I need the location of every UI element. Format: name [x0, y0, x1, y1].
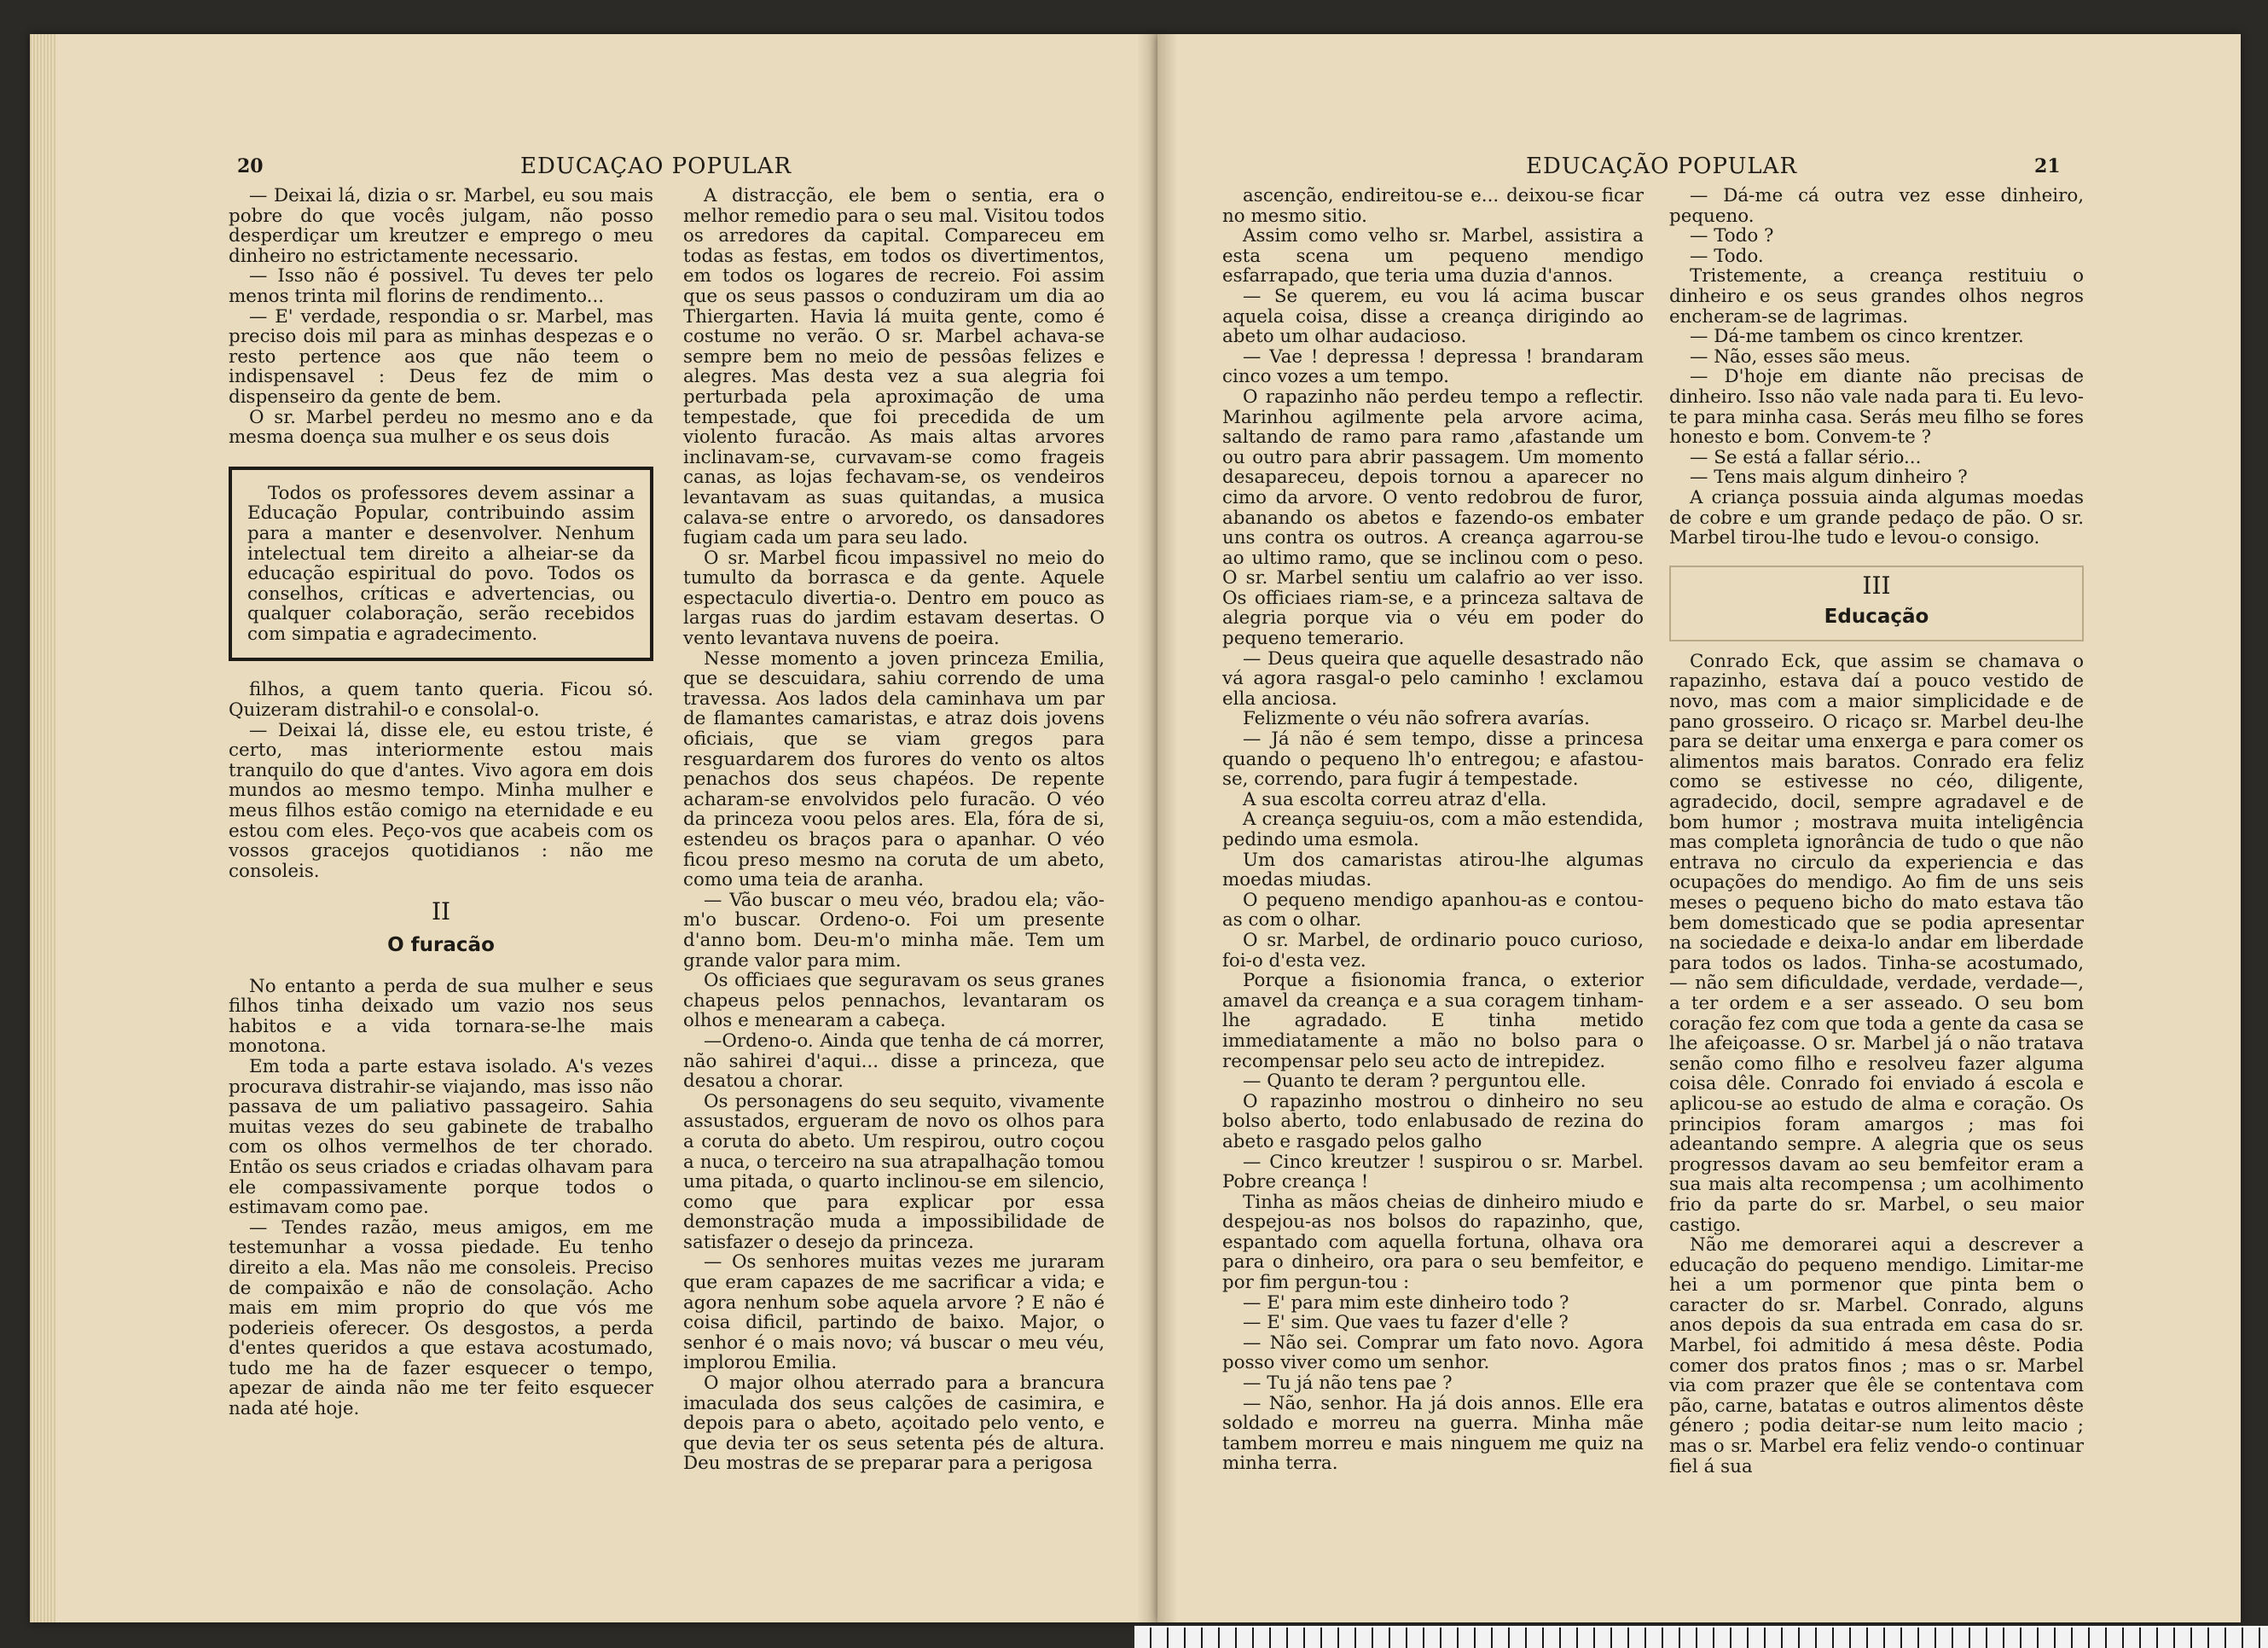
paragraph: — Vae ! depressa ! depressa ! brandaram cinco vozes a um tempo.	[1222, 345, 1644, 388]
page-number: 20	[237, 155, 264, 177]
scale-ruler	[1134, 1628, 2268, 1648]
paragraphs-top	[229, 186, 653, 448]
paragraph: — D'hoje em diante não precisas de dinheiro. Isso não vale nada para ti. Eu levo-te para minha casa. Serás meu filho se fores honesto e bom. Convem-te ?	[1669, 366, 2084, 449]
paragraph: Conrado Eck, que assim se chamava o rapazinho, estava daí a pouco vestido de novo, mas com a maior simplicidade e de pano grosseiro. O ricaço sr. Marbel deu-lhe para se deitar uma enxerga e para comer os alimentos mais baratos. Conrado era feliz como se estivesse no céo, diligente, agradecido, docil, sempre agradavel e de bom humor ; mostrava muita inteligência mas completa ignorância de tudo o que não entrava no circulo da experiencia e das ocupações do mendigo. Ao fim de uns seis meses o pequeno bicho do mato estava tão bem domesticado que se podia apresentar na sociedade e deixa-lo andar em liberdade para todos os lados. Tinha-se acostumado, — não sem dificuldade, verdade, verdade—, a ter ordem e a ser asseado. O seu bom coração fez com que toda a gente da casa se lhe afeiçoasse. O sr. Marbel já o não tratava senão como filho e resolveu fazer alguma coisa dêle. Conrado foi enviado á escola e aplicou-se ao estudo de alma e coração. Os principios foram amargos ; mas foi adeantando sempre. A alegria que os seus progressos davam ao seu bemfeitor eram a sua mais alta recompensa ; um acolhimento frio da parte do sr. Marbel, o seu maior castigo.	[1669, 650, 2084, 1236]
paragraph: — Não, esses são meus.	[1690, 345, 1911, 368]
paragraph: Tristemente, a creança restituiu o dinheiro e os seus grandes olhos negros encheram-se de lagrimas.	[1669, 265, 2084, 328]
paragraph: — Deus queira que aquelle desastrado não vá agora rasgal-o pelo caminho ! exclamou ella anciosa.	[1222, 647, 1644, 710]
paragraph: — Se querem, eu vou lá acima buscar aquela coisa, disse a creança dirigindo ao abeto um olhar audacioso.	[1222, 285, 1644, 348]
page-number: 21	[2034, 155, 2061, 177]
paragraph: — Não, senhor. Ha já dois annos. Elle era soldado e morreu na guerra. Minha mãe tambem morreu e mais ninguem me quiz na minha terra.	[1222, 1392, 1644, 1475]
page-edges	[30, 34, 55, 1622]
paragraph: —Ordeno-o. Ainda que tenha de cá morrer, não sahirei d'aqui... disse a princeza, que desatou a chorar.	[683, 1030, 1105, 1093]
paragraph: O major olhou aterrado para a brancura imaculada dos seus calções de casimira, e depois para o abeto, açoitado pelo vento, e que devia ter os seus setenta pés de altura. Deu mostras de se preparar para a perigosa	[683, 1372, 1105, 1475]
paragraph: Os personagens do seu sequito, vivamente assustados, ergueram de novo os olhos para a coruta do abeto. Um respirou, outro coçou a nuca, o terceiro na sua atrapalhação tomou uma pitada, o quarto inclinou-se em silencio, como que para explicar por essa demonstração muda a impossibilidade de satisfazer o desejo da princeza.	[683, 1090, 1105, 1253]
paragraph: Nesse momento a joven princeza Emilia, que se descuidara, sahiu correndo de uma travessa. Aos lados dela caminhava um par de flamantes camaristas, e atraz dois jovens oficiais, que se viam gregos para resguardarem dos furores do vento os altos penachos dos seus chapéos. De repente acharam-se envolvidos pelo furacão. O véo da princeza voou pelos ares. Ela, fóra de si, estendeu os braços para o apanhar. O véo ficou preso mesmo na coruta de um abeto, como uma teia de aranha.	[683, 647, 1105, 891]
notice-text: Todos os professores devem assinar a Educação Popular, contribuindo assim para a manter e desenvolver. Nenhum intelectual tem direito a alheiar-se da educação espiritual do povo. Todos os conselhos, críticas e advertencias, ou qualquer colaboração, serão recebidos com simpatia e agradecimento.	[247, 482, 635, 645]
paragraph: Não me demorarei aqui a descrever a educação do pequeno mendigo. Limitar-me hei a um pormenor que pinta bem o caracter do sr. Marbel. Conrado, alguns anos depois da sua entrada em casa do sr. Marbel, foi admitido á mesa dêste. Podia comer dos pratos finos ; mas o sr. Marbel via com prazer que êle se contentava com pão, carne, batatas e outros alimentos dêste género ; podia deitar-se num leito macio ; mas o sr. Marbel era feliz vendo-o continuar fiel á sua	[1669, 1234, 2084, 1477]
paragraph: — Todo ?	[1690, 225, 1774, 247]
paragraphs-top	[1669, 186, 2084, 548]
section-paragraphs	[1669, 652, 2084, 1477]
paragraph: — Deixai lá, disse ele, eu estou triste, é certo, mas interiormente estou mais tranquilo do que d'antes. Vivo agora em dois mundos ao mesmo tempo. Minha mulher e meus filhos estão comigo na eternidade e eu estou com eles. Peço-vos que acabeis com os vossos gracejos quotidianos : não me consoleis.	[229, 719, 653, 882]
paragraph: — Cinco kreutzer ! suspirou o sr. Marbel. Pobre creança !	[1222, 1151, 1644, 1193]
paragraph: A sua escolta correu atraz d'ella.	[1243, 788, 1547, 810]
section-number: II	[431, 897, 451, 926]
notice-box	[229, 467, 653, 662]
paragraph: O pequeno mendigo apanhou-as e contou-as com o olhar.	[1222, 889, 1644, 931]
paragraph: — Dá-me tambem os cinco krentzer.	[1690, 326, 2024, 348]
paragraph: A distracção, ele bem o sentia, era o melhor remedio para o seu mal. Visitou todos os arredores da capital. Compareceu em todas as festas, em todos os divertimentos, em todos os logares de recreio. Foi assim que os seus passos o conduziram um dia ao Thiergarten. Havia lá muita gente, como é costume no verão. O sr. Marbel achava-se sempre bem no meio de pessôas felizes e alegres. Mas desta vez a sua alegria foi perturbada pela aproximação de uma tempestade, que foi precedida de um violento furacão. As mais altas arvores inclinavam-se, curvavam-se como frageis canas, as lojas fechavam-se, os vendeiros levantavam as suas quitandas, a musica calava-se entre o arvoredo, os dansadores fugiam cada um para seu lado.	[683, 185, 1105, 549]
section-title: O furacão	[387, 934, 495, 956]
section-paragraphs	[229, 977, 653, 1419]
paragraph: O sr. Marbel, de ordinario pouco curioso, foi-o d'esta vez.	[1222, 929, 1644, 972]
section-title: Educação	[1824, 606, 1929, 629]
paragraph: — Tendes razão, meus amigos, em me testemunhar a vossa piedade. Eu tenho direito a ela. Mas não me consoleis. Preciso de compaixão e não de consolação. Acho mais em mim proprio do que vós me poderieis oferecer. Os desgostos, a perda d'entes queridos a que estava acostumado, tudo me ha de fazer esquecer o tempo, apezar de ainda não me ter feito esquecer nada até hoje.	[229, 1216, 653, 1420]
paragraph: — Já não é sem tempo, disse a princesa quando o pequeno lh'o entregou; e afastou-se, correndo, para fugir á tempestade.	[1222, 728, 1644, 791]
gutter-shadow	[1157, 34, 1178, 1622]
paragraph: — Vão buscar o meu véo, bradou ela; vão-m'o buscar. Ordeno-o. Foi um presente d'anno bom. Deu-m'o minha mãe. Tem um grande valor para mim.	[683, 889, 1105, 972]
paragraph: — Se está a fallar sério...	[1690, 446, 1922, 468]
paragraph: No entanto a perda de sua mulher e seus filhos tinha deixado um vazio nos seus habitos e a vida tornara-se-lhe mais monotona.	[229, 975, 653, 1058]
left-column-1	[229, 186, 653, 1419]
paragraph: — E' verdade, respondia o sr. Marbel, mas preciso dois mil para as minhas despezas e o resto pertence aos que não teem o indispensavel : Deus fez de mim o dispenseiro da gente de bem.	[229, 305, 653, 408]
right-column-1	[1222, 186, 1644, 1474]
paragraph: O rapazinho não perdeu tempo a reflectir. Marinhou agilmente pela arvore acima, saltando de ramo para ramo ,afastande um ou outro para abrir passagem. Um momento desapareceu, depois tornou a aparecer no cimo da arvore. O vento redobrou de furor, abanando os abetos e fazendo-os embater uns contra os outros. A creança agarrou-se ao ultimo ramo, que se inclinou com o peso. O sr. Marbel sentiu um calafrio ao ver isso. Os officiaes riam-se, e a princeza saltava de alegria porque via o véu em poder do pequeno temerario.	[1222, 386, 1644, 650]
paragraph: A creança seguiu-os, com a mão estendida, pedindo uma esmola.	[1222, 809, 1644, 850]
paragraph: — Deixai lá, dizia o sr. Marbel, eu sou mais pobre do que vocês julgam, não posso desperdiçar um kreutzer e emprego o meu dinheiro no estrictamente necessario.	[229, 185, 653, 267]
running-head: EDUCAÇÃO POPULAR	[1526, 154, 1798, 179]
right-column-2	[1669, 186, 2084, 1477]
paragraph: — Tu já não tens pae ?	[1243, 1372, 1453, 1395]
paragraph: — Isso não é possivel. Tu deves ter pelo menos trinta mil florins de rendimento...	[229, 265, 653, 307]
paragraph: O sr. Marbel ficou impassivel no meio do tumulto da borrasca e da gente. Aquele espectaculo divertia-o. Dentro em pouco as largas ruas do jardim estavam desertas. O vento levantava nuvens de poeira.	[683, 547, 1105, 650]
paragraph: — Os senhores muitas vezes me juraram que eram capazes de me sacrificar a vida; e agora nenhum sobe aquela arvore ? E não é coisa dificil, partindo de baixo. Major, o senhor é o mais novo; vá buscar o meu véu, implorou Emilia.	[683, 1251, 1105, 1374]
paragraphs-after-notice	[229, 680, 653, 881]
section-number: III	[1862, 571, 1891, 600]
left-column-2	[683, 186, 1105, 1474]
paragraph: — E' para mim este dinheiro todo ?	[1243, 1291, 1569, 1314]
paragraph: filhos, a quem tanto queria. Ficou só. Quizeram distrahil-o e consolal-o.	[229, 679, 653, 722]
paragraph: ascenção, endireitou-se e... deixou-se ficar no mesmo sitio.	[1222, 185, 1644, 227]
section-heading-box	[1669, 566, 2084, 641]
paragraph: — Dá-me cá outra vez esse dinheiro, pequeno.	[1669, 185, 2084, 227]
paragraph: Os officiaes que seguravam os seus granes chapeus pelos pennachos, levantaram os olhos e menearam a cabeça.	[683, 970, 1105, 1032]
right-page	[1157, 34, 2241, 1622]
gutter-shadow	[1137, 34, 1157, 1622]
paragraph: Tinha as mãos cheias de dinheiro miudo e despejou-as nos bolsos do rapazinho, que, espantado com aquella fortuna, olhava ora para o dinheiro, ora para o seu bemfeitor, e por fim pergun-tou :	[1222, 1191, 1644, 1294]
paragraph: O rapazinho mostrou o dinheiro no seu bolso aberto, todo enlabusado de rezina do abeto e rasgado pelos galho	[1222, 1090, 1644, 1152]
paragraph: Um dos camaristas atirou-lhe algumas moedas miudas.	[1222, 849, 1644, 891]
paragraph: Felizmente o véu não sofrera avarías.	[1243, 708, 1590, 730]
paragraph: — Tens mais algum dinheiro ?	[1690, 467, 1968, 489]
paragraph: — Quanto te deram ? perguntou elle.	[1243, 1071, 1586, 1093]
paragraph: A criança possuia ainda algumas moedas de cobre e um grande pedaço de pão. O sr. Marbel tirou-lhe tudo e levou-o consigo.	[1669, 486, 2084, 549]
paragraph: Assim como velho sr. Marbel, assistira a esta scena um pequeno mendigo esfarrapado, que teria uma duzia d'annos.	[1222, 225, 1644, 287]
paragraph: O sr. Marbel perdeu no mesmo ano e da mesma doença sua mulher e os seus dois	[229, 406, 653, 449]
paragraph: — Todo.	[1690, 245, 1764, 267]
paragraph: Porque a fisionomia franca, o exterior amavel da creança e a sua coragem tinham-lhe agradado. E tinha metido immediatamente a mão no bolso para o recompensar pelo seu acto de intrepidez.	[1222, 970, 1644, 1072]
paragraph: — E' sim. Que vaes tu fazer d'elle ?	[1243, 1312, 1569, 1334]
running-head: EDUCAÇAO POPULAR	[520, 154, 792, 179]
left-page	[30, 34, 1159, 1622]
paragraph: Em toda a parte estava isolado. A's vezes procurava distrahir-se viajando, mas isso não passava de um paliativo passageiro. Sahia muitas vezes do seu gabinete de trabalho com os olhos vermelhos de ter chorado. Então os seus criados e criadas olhavam para ele compassivamente porque todos o estimavam como pae.	[229, 1055, 653, 1219]
paragraph: — Não sei. Comprar um fato novo. Agora posso viver como um senhor.	[1222, 1332, 1644, 1374]
